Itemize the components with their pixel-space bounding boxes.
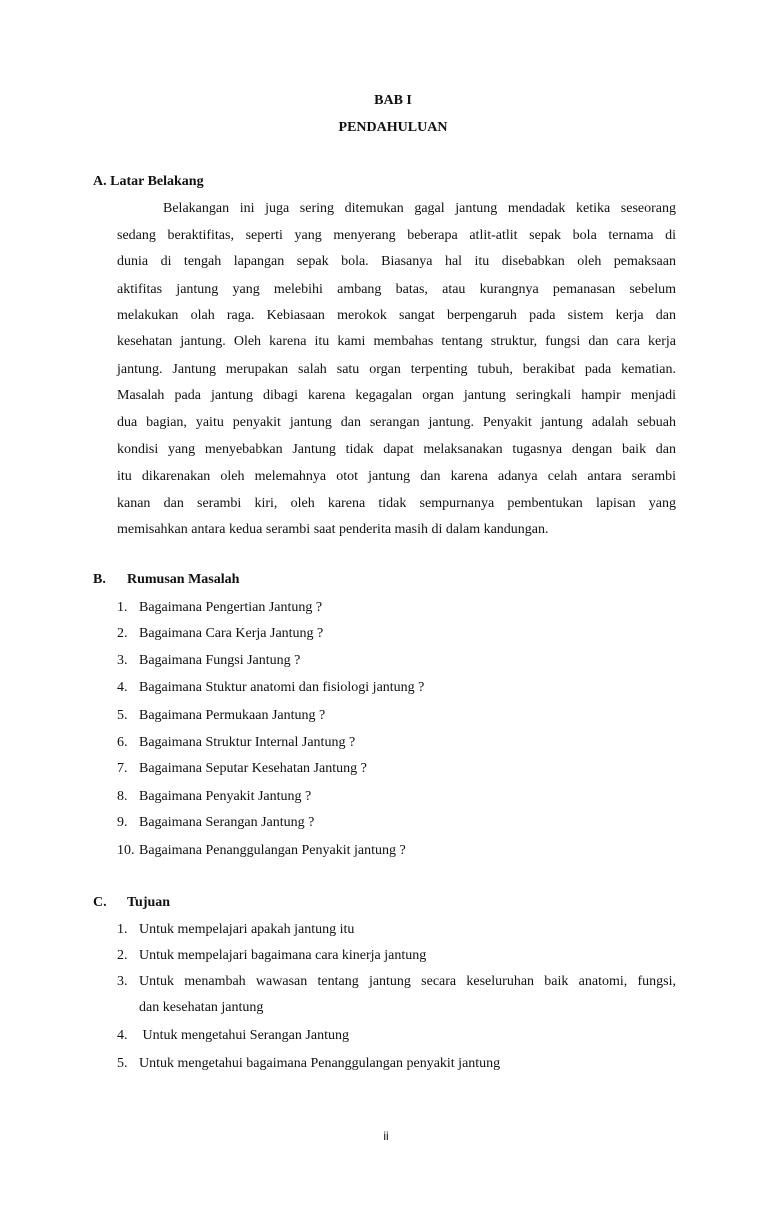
list-item — [117, 1026, 349, 1046]
section-b-title: Rumusan Masalah — [127, 572, 240, 587]
paragraph-line: sedang beraktifitas, seperti yang menyerang beberapa atlit-atlit sepak bola ternama di — [117, 228, 676, 243]
section-c-heading — [93, 893, 170, 913]
item-number: 1. — [117, 600, 128, 615]
paragraph-line: dua bagian, yaitu penyakit jantung dan serangan jantung. Penyakit jantung adalah sebuah — [117, 415, 676, 430]
list-item — [117, 624, 323, 644]
item-number: 6. — [117, 735, 128, 750]
item-text: Bagaimana Penyakit Jantung ? — [139, 789, 312, 804]
list-item — [117, 651, 300, 671]
item-number: 5. — [117, 708, 128, 723]
paragraph-line: dunia di tengah lapangan sepak bola. Biasanya hal itu disebabkan oleh pemaksaan — [117, 254, 676, 269]
item-text: Bagaimana Cara Kerja Jantung ? — [139, 626, 324, 641]
list-item — [117, 598, 322, 618]
item-text: Bagaimana Serangan Jantung ? — [139, 815, 315, 830]
item-text: Bagaimana Permukaan Jantung ? — [139, 708, 326, 723]
item-text: Bagaimana Seputar Kesehatan Jantung ? — [139, 761, 367, 776]
item-text: Untuk mengetahui Serangan Jantung — [139, 1028, 349, 1043]
item-number: 9. — [117, 815, 128, 830]
list-item-continuation — [139, 998, 263, 1018]
list-item — [117, 1054, 500, 1074]
item-text: Bagaimana Stuktur anatomi dan fisiologi jantung ? — [139, 680, 425, 695]
paragraph-line: kanan dan serambi kiri, oleh karena tidak sempurnanya pembentukan lapisan yang — [117, 496, 676, 511]
item-text: Untuk mempelajari bagaimana cara kinerja jantung — [139, 948, 427, 963]
item-number: 3. — [117, 974, 128, 989]
list-item — [117, 972, 676, 992]
item-number: 3. — [117, 653, 128, 668]
list-item — [117, 706, 325, 726]
list-item — [117, 787, 311, 807]
paragraph-line: memisahkan antara kedua serambi saat penderita masih di dalam kandungan. — [117, 522, 549, 537]
section-b-number: B. — [93, 572, 106, 587]
paragraph-line: jantung. Jantung merupakan salah satu organ terpenting tubuh, berakibat pada kematian. — [117, 362, 676, 377]
item-number: 4. — [117, 1028, 128, 1043]
list-item — [117, 841, 406, 861]
section-b-heading — [93, 570, 239, 590]
item-number: 10. — [117, 843, 135, 858]
paragraph-line: kesehatan jantung. Oleh karena itu kami membahas tentang struktur, fungsi dan cara kerja — [117, 334, 676, 349]
item-number: 5. — [117, 1056, 128, 1071]
chapter-title: BAB I — [374, 93, 412, 108]
list-item — [117, 946, 426, 966]
item-text: Bagaimana Fungsi Jantung ? — [139, 653, 301, 668]
item-number: 2. — [117, 948, 128, 963]
page-number: ii — [383, 1129, 389, 1143]
item-number: 8. — [117, 789, 128, 804]
item-text: Bagaimana Pengertian Jantung ? — [139, 600, 323, 615]
item-text: Bagaimana Penanggulangan Penyakit jantung ? — [139, 843, 406, 858]
paragraph-line: Masalah pada jantung dibagi karena kegagalan organ jantung seringkali hampir menjadi — [117, 388, 676, 403]
item-number: 2. — [117, 626, 128, 641]
item-number: 1. — [117, 922, 128, 937]
item-text: Bagaimana Struktur Internal Jantung ? — [139, 735, 356, 750]
item-text: dan kesehatan jantung — [139, 1000, 264, 1015]
list-item — [117, 920, 354, 940]
list-item — [117, 678, 424, 698]
chapter-subtitle: PENDAHULUAN — [338, 120, 448, 135]
item-number: 4. — [117, 680, 128, 695]
section-a-heading: A. Latar Belakang — [93, 174, 204, 189]
item-text: Untuk menambah wawasan tentang jantung secara keseluruhan baik anatomi, fungsi, — [139, 974, 676, 989]
list-item — [117, 813, 314, 833]
item-text: Untuk mempelajari apakah jantung itu — [139, 922, 355, 937]
paragraph-line: aktifitas jantung yang melebihi ambang batas, atau kurangnya pemanasan sebelum — [117, 282, 676, 297]
list-item — [117, 759, 367, 779]
section-c-title: Tujuan — [127, 895, 171, 910]
paragraph-line: kondisi yang menyebabkan Jantung tidak dapat melaksanakan tugasnya dengan baik dan — [117, 442, 676, 457]
item-text: Untuk mengetahui bagaimana Penanggulangan penyakit jantung — [139, 1056, 501, 1071]
list-item — [117, 733, 355, 753]
item-number: 7. — [117, 761, 128, 776]
paragraph-line: itu dikarenakan oleh melemahnya otot jantung dan karena adanya celah antara serambi — [117, 469, 676, 484]
paragraph-line: melakukan olah raga. Kebiasaan merokok sangat berpengaruh pada sistem kerja dan — [117, 308, 676, 323]
paragraph-line: Belakangan ini juga sering ditemukan gagal jantung mendadak ketika seseorang — [163, 201, 676, 216]
section-c-number: C. — [93, 895, 107, 910]
